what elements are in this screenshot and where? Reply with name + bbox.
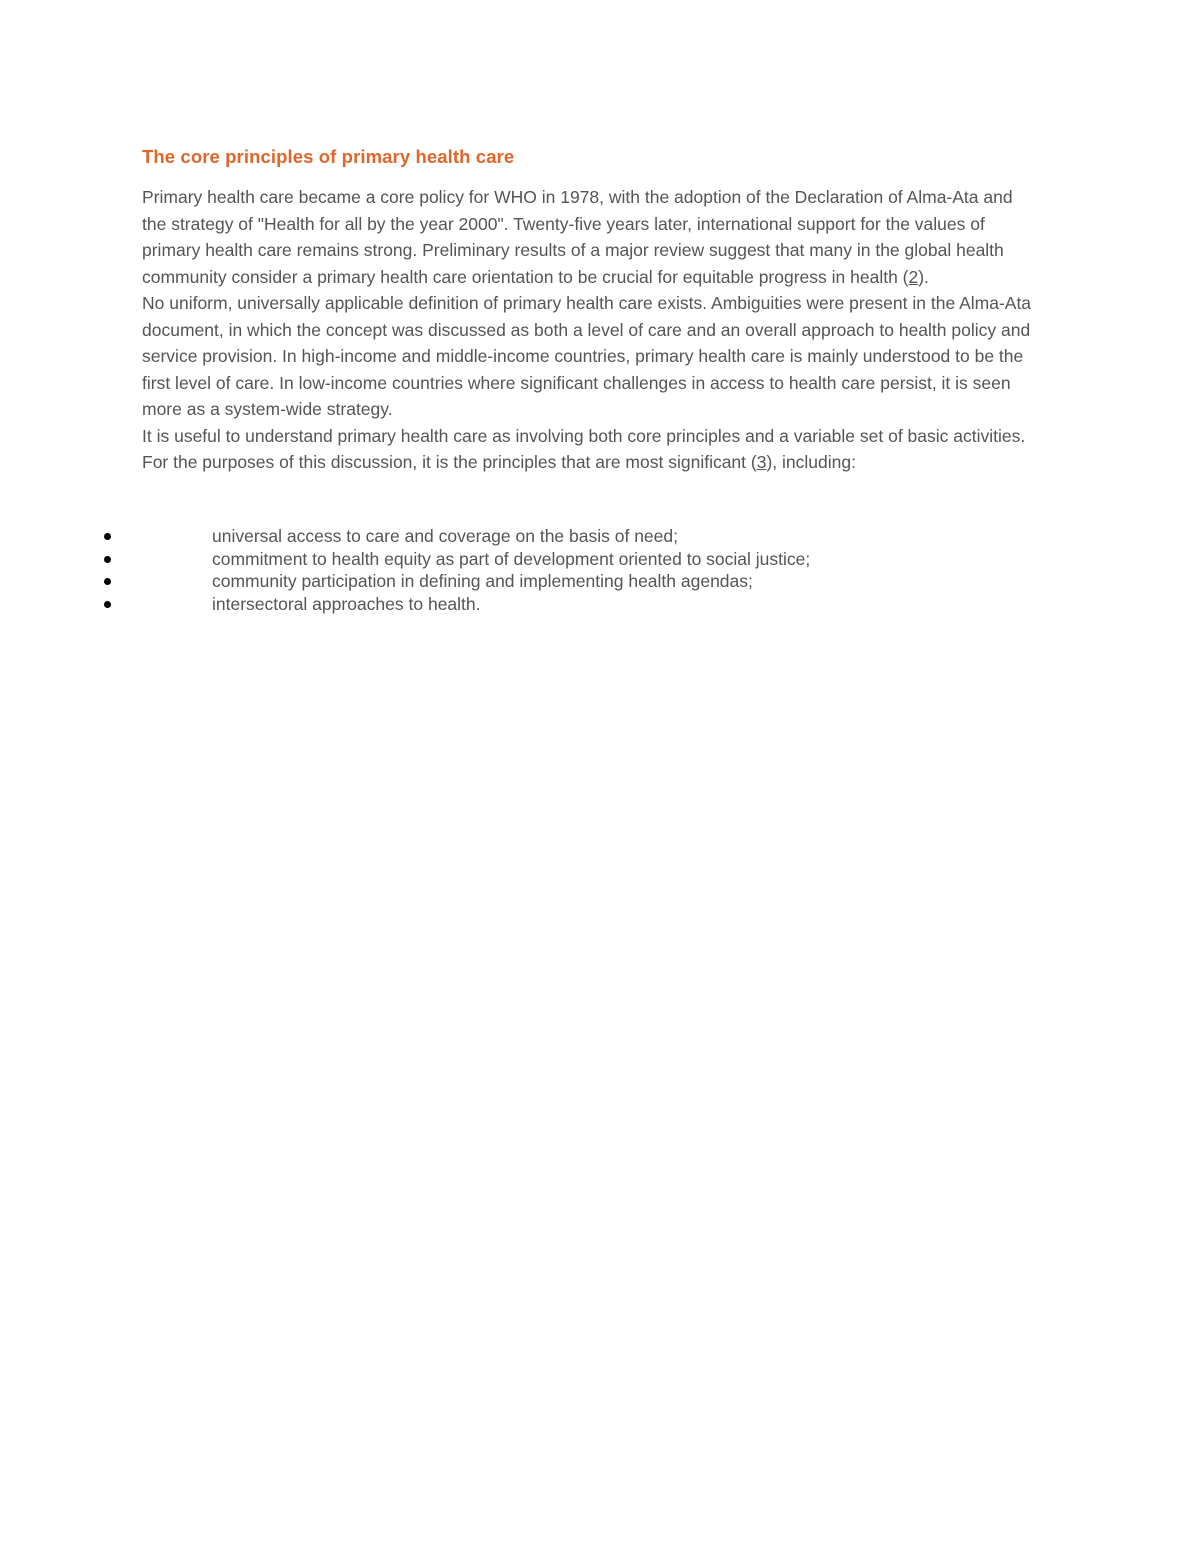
paragraph-1	[142, 184, 1032, 290]
paragraph-3-text: It is useful to understand primary health care as involving both core principles and a variable set of basic activities. For the purposes of this discussion, it is the principles that are most significant (	[142, 425, 1026, 472]
list-item-text: intersectoral approaches to health.	[212, 593, 481, 614]
list-item-text: commitment to health equity as part of development oriented to social justice;	[212, 548, 811, 569]
list-item-text: universal access to care and coverage on the basis of need;	[212, 526, 678, 546]
paragraph-2-text: No uniform, universally applicable definition of primary health care exists. Ambiguities were present in the Alma-Ata document, in which the concept was discussed as both a level of care and an overall approach to health policy and service provision. In high-income and middle-income countries, primary health care is mainly understood to be the first level of care. In low-income countries where significant challenges in access to health care persist, it is seen more as a system-wide strategy.	[142, 293, 1032, 419]
document-title: The core principles of primary health care	[142, 146, 515, 167]
principles-list	[0, 525, 1100, 615]
list-item	[0, 548, 1100, 571]
bullet-icon	[104, 533, 111, 540]
paragraph-2	[142, 290, 1032, 423]
bullet-icon	[104, 601, 111, 608]
list-item	[0, 570, 1100, 593]
list-item-text: community participation in defining and implementing health agendas;	[212, 571, 753, 592]
paragraph-3-end: ), including:	[766, 452, 856, 472]
paragraph-1-end: ).	[918, 266, 929, 287]
reference-link-3[interactable]: 3	[756, 452, 767, 472]
list-item	[0, 525, 1100, 548]
paragraph-3	[142, 423, 1032, 476]
paragraph-1-text: Primary health care became a core policy for WHO in 1978, with the adoption of the Declaration of Alma-Ata and the strategy of "Health for all by the year 2000". Twenty-five years later, international support for the values of primary health care remains strong. Preliminary results of a major review suggest that many in the global health community consider a primary health care orientation to be crucial for equitable progress in health (	[142, 187, 1013, 287]
document-content	[142, 144, 1032, 476]
reference-link-2[interactable]: 2	[908, 266, 919, 287]
bullet-icon	[104, 556, 111, 563]
bullet-icon	[104, 578, 111, 585]
list-item	[0, 593, 1100, 616]
